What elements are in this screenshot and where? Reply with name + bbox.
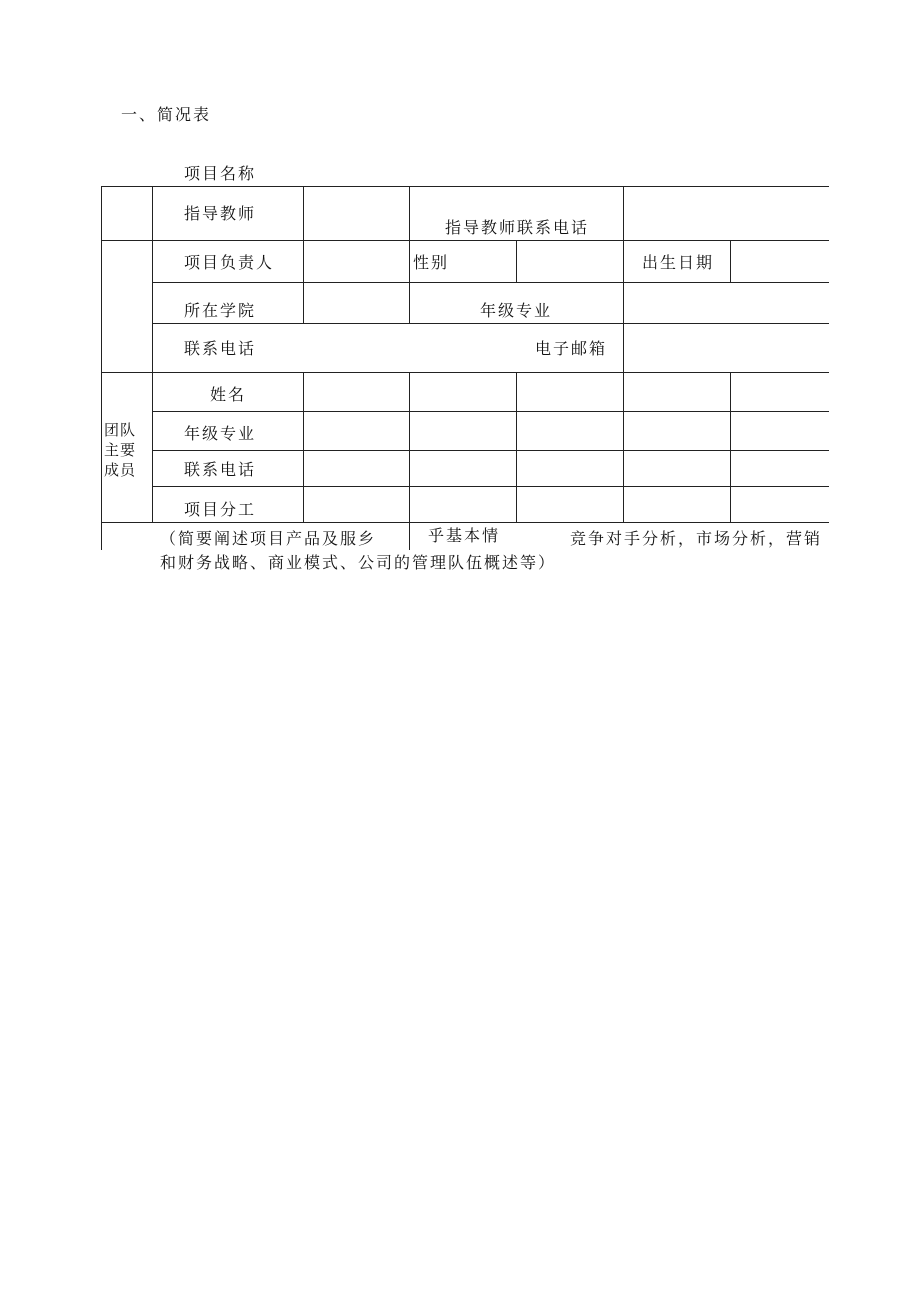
table-rule <box>152 323 829 324</box>
team-side-label-1: 团队 <box>104 421 137 439</box>
table-divider <box>303 373 304 523</box>
table-divider <box>623 186 624 241</box>
team-side-label-2: 主要 <box>104 441 137 459</box>
project-name-label: 项目名称 <box>184 164 257 183</box>
advisor-label: 指导教师 <box>184 204 257 223</box>
gender-label: 性别 <box>413 253 450 272</box>
table-rule <box>101 372 829 373</box>
section-title: 一、简况表 <box>121 105 212 124</box>
phone-label: 联系电话 <box>184 339 257 358</box>
table-divider <box>409 373 410 550</box>
table-rule <box>152 450 829 451</box>
table-rule <box>152 486 829 487</box>
table-divider <box>623 373 624 523</box>
team-grade-major-label: 年级专业 <box>184 424 257 443</box>
summary-text-part-3: 竞争对手分析，市场分析，营销 <box>570 529 823 548</box>
college-label: 所在学院 <box>184 301 257 320</box>
advisor-phone-label: 指导教师联系电话 <box>445 218 590 237</box>
table-divider <box>409 186 410 323</box>
summary-text-line-2: 和财务战略、商业模式、公司的管理队伍概述等） <box>160 553 557 572</box>
email-label: 电子邮箱 <box>535 339 608 358</box>
table-divider <box>730 373 731 523</box>
table-rule <box>101 186 829 187</box>
table-divider <box>730 241 731 282</box>
table-rule <box>101 522 829 523</box>
team-name-label: 姓名 <box>210 385 247 404</box>
team-role-label: 项目分工 <box>184 500 257 519</box>
grade-major-label: 年级专业 <box>480 301 553 320</box>
team-side-label-3: 成员 <box>104 461 137 479</box>
table-divider <box>623 323 624 373</box>
team-phone-label: 联系电话 <box>184 460 257 479</box>
table-rule <box>152 411 829 412</box>
table-rule <box>101 240 829 241</box>
leader-label: 项目负责人 <box>184 253 275 272</box>
birth-date-label: 出生日期 <box>642 253 715 272</box>
table-divider <box>303 186 304 323</box>
table-col-divider-1 <box>152 186 153 523</box>
table-rule <box>152 282 829 283</box>
table-divider <box>516 373 517 523</box>
summary-text-part-2: 乎基本情 <box>428 526 501 545</box>
table-divider <box>516 241 517 282</box>
summary-text-part-1: （简要阐述项目产品及服乡 <box>160 529 377 548</box>
